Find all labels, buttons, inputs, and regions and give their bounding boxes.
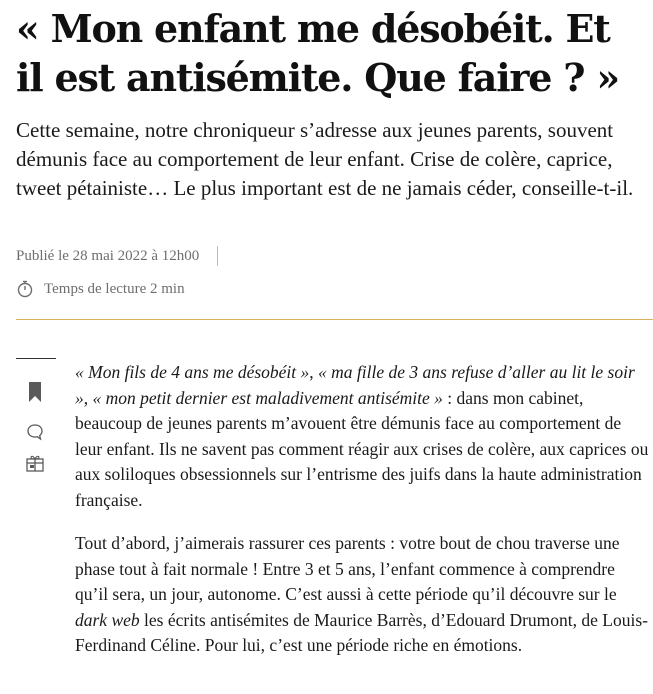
- header-divider: [16, 319, 653, 320]
- quote-2: « ma fille de 3 ans refuse d’aller au lit le soir »: [75, 362, 635, 408]
- article-subtitle: Cette semaine, notre chroniqueur s’adresse aux jeunes parents, souvent démunis face au comportement de leur enfant. Crise de colère, caprice, tweet pétainiste… Le plus important est de ne jamais céder, conseille-t-il.: [16, 118, 634, 200]
- body-text-fragment: Tout d’abord, j’aimerais rassurer ces parents : votre bout de chou traverse une phase tout à fait normale ! Entre 3 et 5 ans, l’enfant commence à comprendre qu’il sera, un jour, autonome. C’est aussi à cette période qu’il découvre sur le: [75, 533, 620, 604]
- reading-time-text: Temps de lecture 2 min: [44, 280, 185, 297]
- dark-web-term: dark web: [75, 609, 140, 630]
- publication-date: [16, 246, 218, 266]
- comment-icon[interactable]: [26, 423, 44, 441]
- body-text-fragment: les écrits antisémites de Maurice Barrès, d’Edouard Drumont, de Louis-Ferdinand Céline. Pour lui, c’est une période riche en émotions.: [75, 609, 648, 655]
- reading-time: [16, 280, 185, 298]
- gift-icon[interactable]: [25, 453, 45, 473]
- body-text-fragment: ,: [309, 362, 319, 382]
- toolbar-divider: [16, 358, 56, 359]
- body-paragraph: [75, 531, 650, 659]
- bookmark-icon[interactable]: [28, 381, 42, 403]
- body-paragraph: [75, 360, 650, 513]
- quote-3: « mon petit dernier est maladivement antisémite »: [92, 387, 443, 408]
- body-text-fragment: : dans mon cabinet, beaucoup de jeunes parents m’avouent être démunis face au comportement de leur enfant. Ils ne savent pas comment réagir aux crises de colère, aux caprices ou aux soliloques obsessionnels sur l’entrisme des juifs dans la haute administration française.: [75, 387, 649, 510]
- article-toolbar: [16, 358, 56, 359]
- quote-1: « Mon fils de 4 ans me désobéit »: [75, 362, 310, 382]
- stopwatch-icon: [16, 280, 34, 298]
- article-title: « Mon enfant me désobéit. Et il est antisémite. Que faire ? »: [16, 6, 619, 100]
- article-body: [75, 360, 650, 659]
- meta-divider: [217, 246, 218, 266]
- publication-date-text: Publié le 28 mai 2022 à 12h00: [16, 247, 200, 264]
- body-text-fragment: ,: [83, 387, 93, 408]
